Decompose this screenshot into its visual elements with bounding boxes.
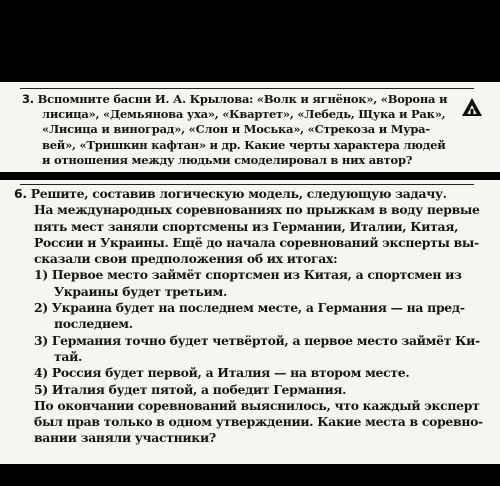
statement-item: 2) Украина будет на последнем месте, а Германия — на пред- [34, 300, 465, 316]
task-6-block [0, 180, 500, 464]
task-3-line: «Лисица и виноград», «Слон и Моська», «Стрекоза и Мура- [42, 122, 430, 137]
divider-line [20, 184, 474, 185]
task-6-line: России и Украины. Ещё до начала соревнований эксперты вы- [34, 234, 479, 250]
statement-item: 5) Италия будет пятой, а победит Германия. [34, 381, 347, 397]
task-3-line: лисица», «Демьянова уха», «Квартет», «Лебедь, Щука и Рак», [42, 107, 446, 122]
divider-line [20, 88, 474, 89]
task-6-line: сказали свои предположения об их итогах: [34, 251, 338, 267]
task-6-heading: 6. Решите, составив логическую модель, следующую задачу. [14, 186, 447, 201]
task-number: 6. [14, 186, 27, 201]
black-border-top [0, 0, 500, 82]
task-6-text [14, 186, 492, 447]
task-6-line: вании заняли участники? [34, 430, 216, 446]
task-6-line: На международных соревнованиях по прыжкам в воду первые [34, 202, 480, 218]
task-6-line: пять мест заняли спортсмены из Германии, Италии, Китая, [34, 218, 459, 234]
task-6-line: По окончании соревнований выяснилось, что каждый эксперт [34, 397, 480, 413]
statement-item: 3) Германия точно будет четвёртой, а первое место займёт Ки- [34, 332, 480, 348]
statement-item: 4) Россия будет первой, а Италия — на втором месте. [34, 365, 410, 381]
statement-item: 1) Первое место займёт спортсмен из Китая, а спортсмен из [34, 267, 462, 283]
task-3-line: вей», «Тришкин кафтан» и др. Какие черты характера людей [42, 137, 446, 152]
task-3-line: 3. Вспомните басни И. А. Крылова: «Волк и ягнёнок», «Ворона и [22, 92, 448, 106]
task-3-block [0, 82, 500, 172]
task-number: 3. [22, 92, 34, 106]
black-border-middle [0, 172, 500, 180]
black-border-bottom [0, 464, 500, 486]
home-icon [461, 96, 483, 118]
task-6-line: был прав только в одном утверждении. Какие места в соревно- [34, 414, 483, 430]
statement-item-continued: последнем. [54, 316, 133, 332]
statement-item-continued: тай. [54, 348, 83, 364]
task-3-line: и отношения между людьми смоделировал в них автор? [42, 152, 413, 167]
task-3-text [22, 92, 448, 168]
statement-item-continued: Украины будет третьим. [54, 283, 227, 299]
